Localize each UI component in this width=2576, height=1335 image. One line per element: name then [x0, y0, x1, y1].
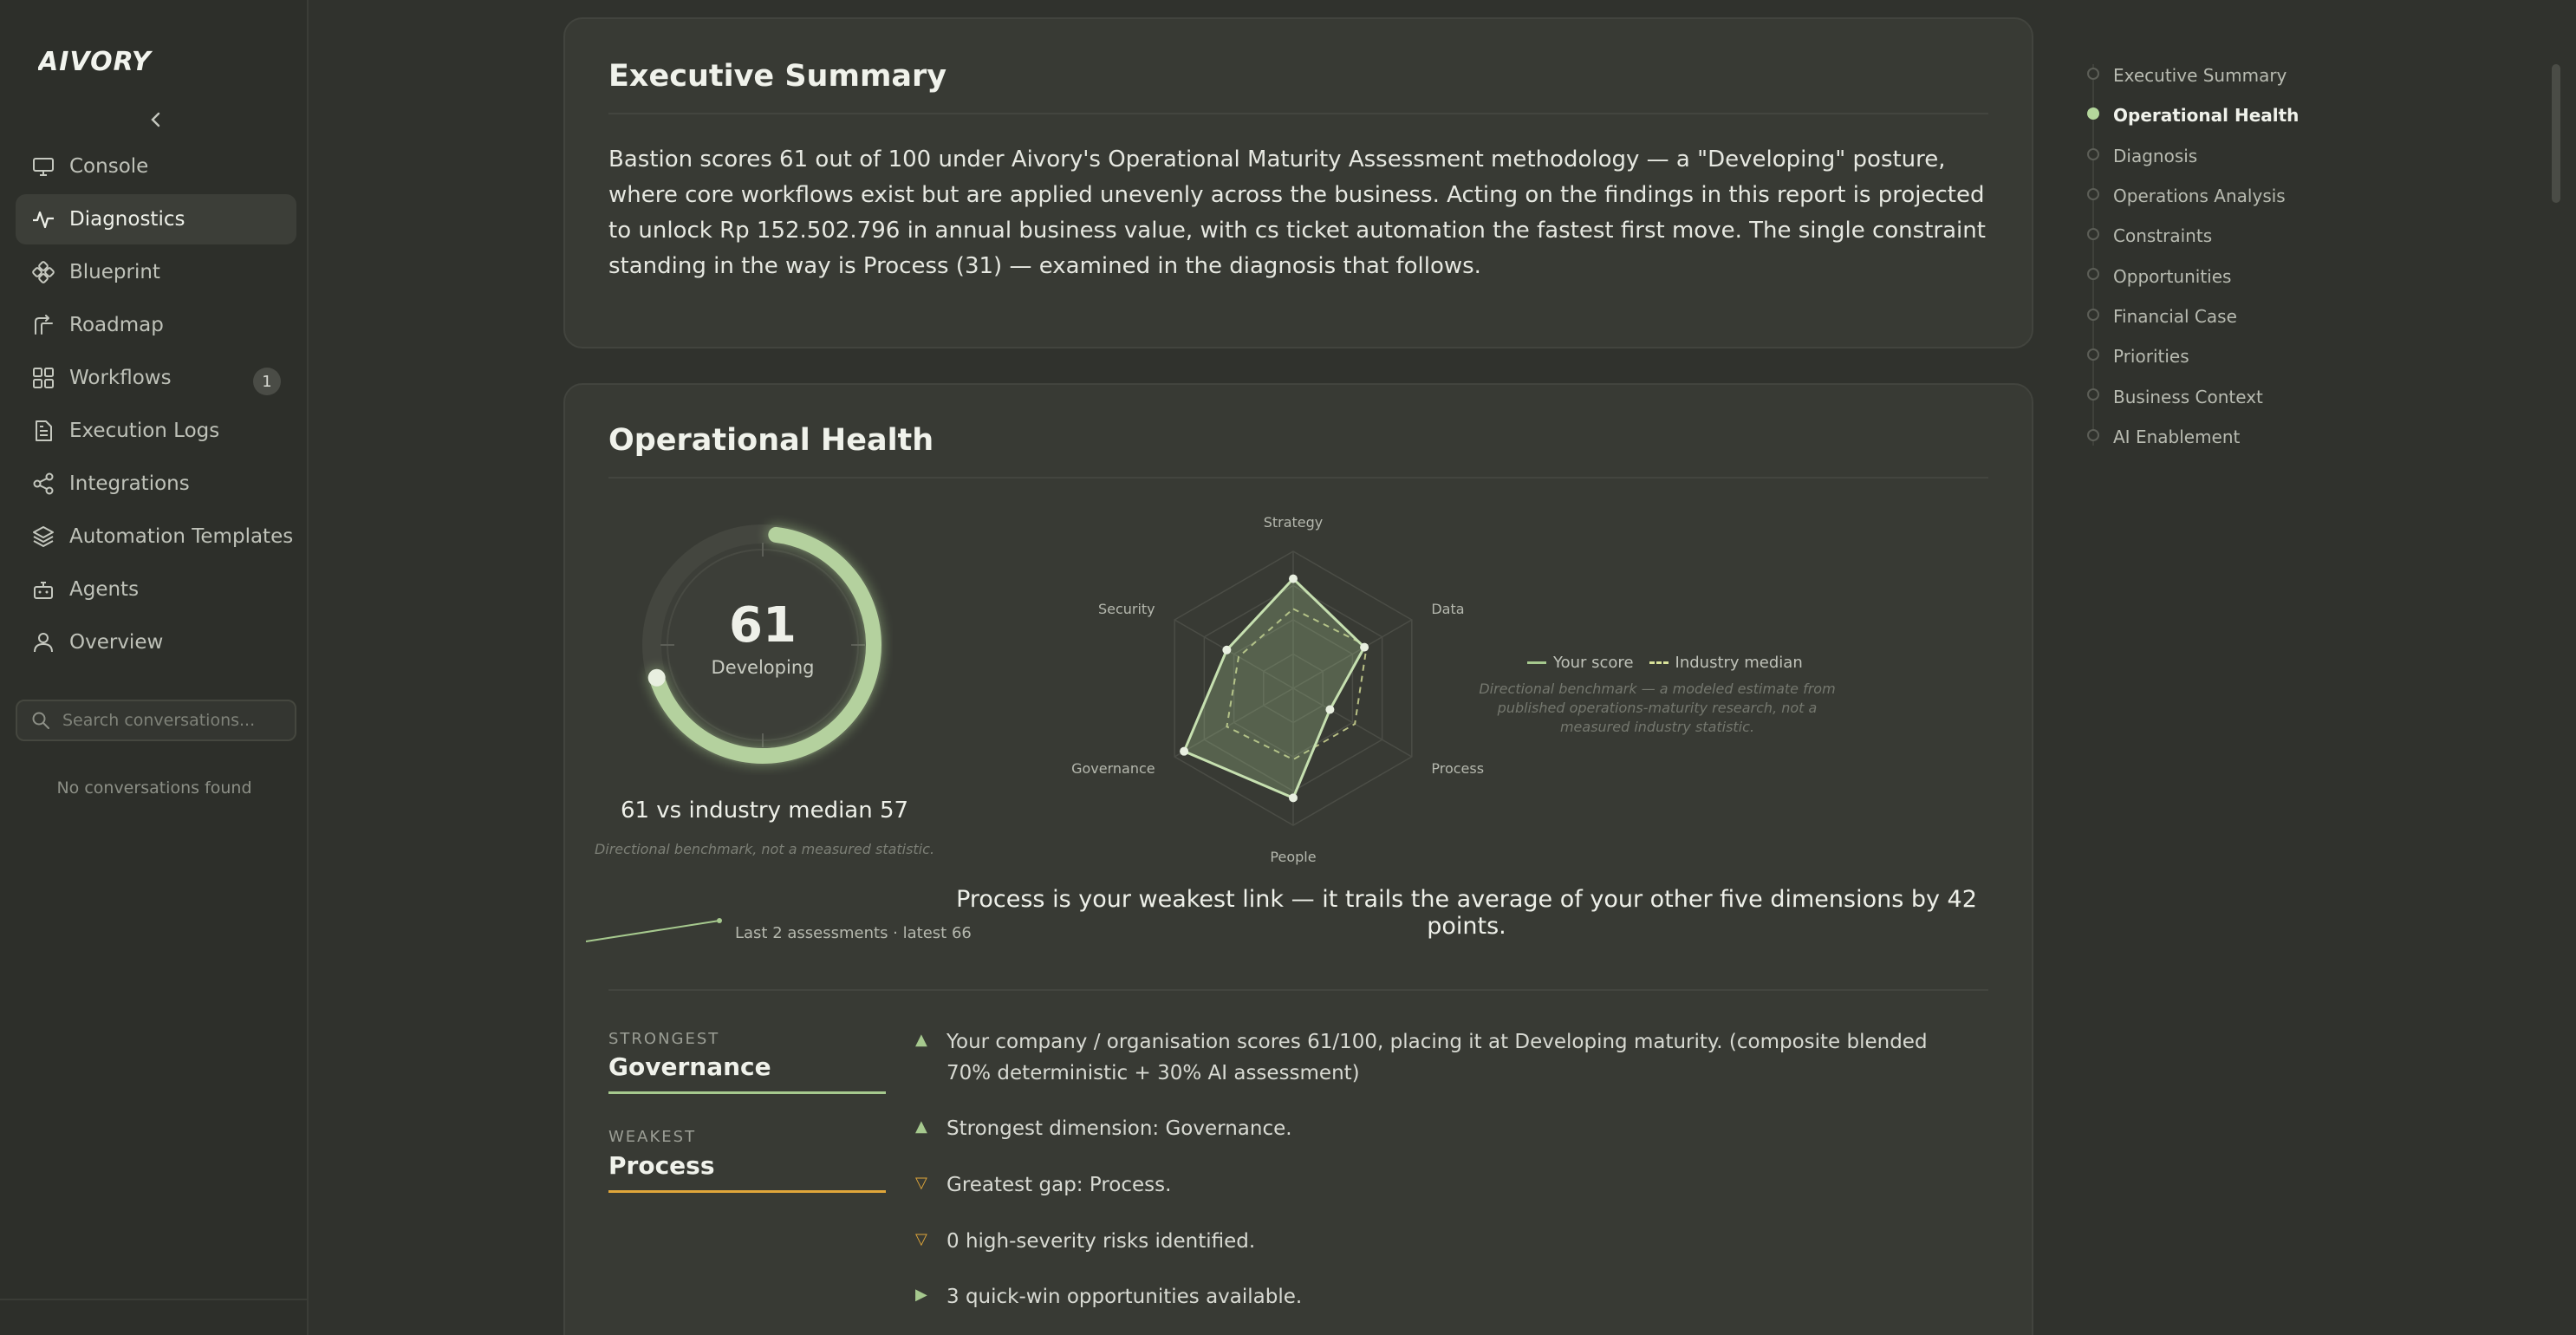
sidebar-item-label: Overview — [69, 631, 164, 654]
legend-your-score: Your score — [1553, 654, 1634, 672]
blueprint-icon — [31, 260, 55, 284]
toc-dot — [2087, 107, 2099, 120]
toc-dot — [2087, 188, 2099, 200]
sidebar-item-label: Agents — [69, 578, 140, 601]
toc-item-priorities[interactable] — [2087, 336, 2382, 376]
toc-label: Priorities — [2113, 346, 2189, 368]
section-title: Executive Summary — [608, 59, 947, 94]
robot-icon — [31, 577, 55, 602]
toc-dot — [2087, 148, 2099, 160]
maturity-level: Developing — [711, 657, 815, 678]
radar-point-security — [1222, 646, 1231, 654]
toc-label: Executive Summary — [2113, 65, 2287, 87]
toc-item-operations-analysis[interactable] — [2087, 176, 2382, 216]
toc-item-constraints[interactable] — [2087, 216, 2382, 256]
toc-label: Diagnosis — [2113, 145, 2198, 166]
sidebar — [0, 0, 309, 1335]
sidebar-item-label: Workflows — [69, 367, 172, 389]
sidebar-item-execution-logs[interactable] — [16, 406, 296, 456]
median-comparison: 61 vs industry median 57 — [620, 798, 909, 824]
sidebar-item-label: Automation Templates — [69, 525, 294, 548]
sidebar-item-blueprint[interactable] — [16, 247, 296, 297]
user-icon — [31, 630, 55, 654]
sidebar-item-label: Execution Logs — [69, 420, 220, 442]
finding-text: Your company / organisation scores 61/100, placing it at Developing maturity. (composite blended 70% deterministic + 30% AI assessment) — [946, 1031, 1928, 1084]
strongest-label: STRONGEST — [608, 1030, 720, 1048]
toc-dot — [2087, 429, 2099, 441]
finding-item — [915, 1281, 1935, 1312]
sidebar-nav — [16, 141, 296, 670]
toc-item-ai-enablement[interactable] — [2087, 417, 2382, 457]
toc-dot — [2087, 309, 2099, 321]
sidebar-item-label: Diagnostics — [69, 208, 185, 231]
toc-label: AI Enablement — [2113, 426, 2241, 447]
toc-dot — [2087, 228, 2099, 240]
finding-text: 0 high-severity risks identified. — [946, 1230, 1256, 1253]
trend-latest-point — [717, 918, 722, 923]
sidebar-item-workflows[interactable] — [16, 353, 296, 403]
toc-dot — [2087, 348, 2099, 361]
triangle-down-icon: ▽ — [915, 1174, 927, 1192]
section-title: Operational Health — [608, 423, 934, 458]
toc-item-executive-summary[interactable] — [2087, 55, 2382, 95]
toc-label: Financial Case — [2113, 305, 2237, 327]
toc-label: Operational Health — [2113, 105, 2300, 127]
triangle-up-icon: ▲ — [915, 1117, 927, 1136]
empty-conversations-text: No conversations found — [56, 778, 252, 798]
radar-axis-label-process: Process — [1431, 760, 1485, 777]
radar-point-people — [1289, 793, 1298, 802]
sidebar-item-agents[interactable] — [16, 564, 296, 615]
grid-icon — [31, 366, 55, 390]
operational-health-card — [563, 383, 2033, 1335]
weakest-underline — [608, 1190, 886, 1193]
radar-point-strategy — [1289, 575, 1298, 583]
trend-label: Last 2 assessments · latest 66 — [735, 924, 972, 942]
toc-item-business-context[interactable] — [2087, 376, 2382, 416]
monitor-icon — [31, 154, 55, 179]
weakest-label: WEAKEST — [608, 1128, 697, 1146]
dimension-radar-chart — [1051, 506, 1536, 870]
toc-dot — [2087, 268, 2099, 280]
strongest-underline — [608, 1091, 886, 1094]
toc-label: Operations Analysis — [2113, 186, 2286, 207]
executive-summary-card — [563, 17, 2033, 348]
conversation-search[interactable] — [16, 700, 296, 741]
toc-dot — [2087, 68, 2099, 80]
toc-dot — [2087, 388, 2099, 400]
search-input[interactable] — [62, 711, 288, 730]
sidebar-item-automation-templates[interactable] — [16, 511, 296, 562]
page-table-of-contents — [2087, 55, 2382, 457]
finding-item — [915, 1169, 1935, 1201]
sidebar-item-label: Blueprint — [69, 261, 160, 283]
layers-icon — [31, 524, 55, 549]
sidebar-item-roadmap[interactable] — [16, 300, 296, 350]
weakest-link-summary: Process is your weakest link — it trails the average of your other five dimensions by 42 points. — [956, 886, 1977, 940]
chevron-left-icon[interactable] — [146, 109, 166, 130]
sidebar-item-overview[interactable] — [16, 617, 296, 668]
search-icon — [31, 711, 50, 730]
triangle-up-icon: ▲ — [915, 1031, 927, 1049]
trend-sparkline — [584, 914, 740, 948]
sidebar-item-label: Console — [69, 155, 149, 178]
sidebar-item-console[interactable] — [16, 141, 296, 192]
finding-text: Strongest dimension: Governance. — [946, 1117, 1292, 1140]
radar-point-governance — [1180, 747, 1188, 756]
toc-item-operational-health[interactable] — [2087, 95, 2382, 135]
legend-industry-median: Industry median — [1675, 654, 1803, 672]
divider — [608, 113, 1988, 114]
radar-axis-label-security: Security — [1097, 601, 1155, 617]
divider — [608, 989, 1988, 991]
page-scrollbar[interactable] — [2552, 64, 2560, 203]
radar-axis-label-strategy: Strategy — [1263, 514, 1324, 531]
logo-text: AIVORY — [38, 47, 152, 75]
divider — [608, 477, 1988, 479]
workflows-count-badge: 1 — [253, 368, 281, 395]
toc-item-diagnosis[interactable] — [2087, 136, 2382, 176]
sidebar-item-integrations[interactable] — [16, 459, 296, 509]
legend-swatch-industry-median — [1649, 661, 1669, 664]
radar-axis-label-data: Data — [1431, 601, 1465, 617]
trend-line — [586, 921, 719, 941]
share-icon — [31, 472, 55, 496]
aivory-logo[interactable] — [38, 47, 159, 75]
sidebar-item-label: Roadmap — [69, 314, 164, 336]
pulse-icon — [31, 207, 55, 231]
sidebar-item-label: Integrations — [69, 472, 190, 495]
toc-label: Business Context — [2113, 386, 2263, 407]
radar-point-process — [1325, 705, 1334, 713]
roadmap-icon — [31, 313, 55, 337]
finding-text: 3 quick-win opportunities available. — [946, 1286, 1303, 1308]
benchmark-note: Directional benchmark — a modeled estimate from published operations-maturity research, not a measured industry statistic. — [1479, 681, 1836, 735]
toc-label: Opportunities — [2113, 265, 2232, 287]
radar-axis-label-people: People — [1270, 849, 1317, 865]
strongest-value: Governance — [608, 1052, 771, 1081]
sidebar-item-diagnostics[interactable] — [16, 194, 296, 244]
summary-text: Bastion scores 61 out of 100 under Aivory's Operational Maturity Assessment methodology — a "Developing" posture, where core workflows exist but are applied unevenly across the business. Acting on the findings in this report is projected to unlock Rp 152.502.796 in annual business value, with cs ticket automation the fastest first move. The single constraint standing in the way is Process (31) — examined in the diagnosis that follows. — [608, 147, 1986, 279]
finding-item — [915, 1026, 1935, 1089]
legend-swatch-your-score — [1527, 661, 1546, 664]
radar-axis-label-governance: Governance — [1071, 760, 1155, 777]
triangle-right-icon: ▶ — [915, 1286, 927, 1304]
finding-text: Greatest gap: Process. — [946, 1174, 1172, 1196]
radar-point-data — [1360, 643, 1369, 652]
weakest-value: Process — [608, 1151, 715, 1180]
toc-item-opportunities[interactable] — [2087, 256, 2382, 296]
radar-legend — [1527, 654, 1803, 672]
median-note: Directional benchmark, not a measured statistic. — [594, 841, 935, 857]
score-value: 61 — [729, 597, 797, 654]
document-icon — [31, 419, 55, 443]
finding-item — [915, 1113, 1935, 1144]
finding-item — [915, 1226, 1935, 1257]
sidebar-footer-divider — [0, 1299, 307, 1300]
triangle-down-icon: ▽ — [915, 1230, 927, 1248]
toc-label: Constraints — [2113, 225, 2213, 247]
toc-item-financial-case[interactable] — [2087, 296, 2382, 336]
